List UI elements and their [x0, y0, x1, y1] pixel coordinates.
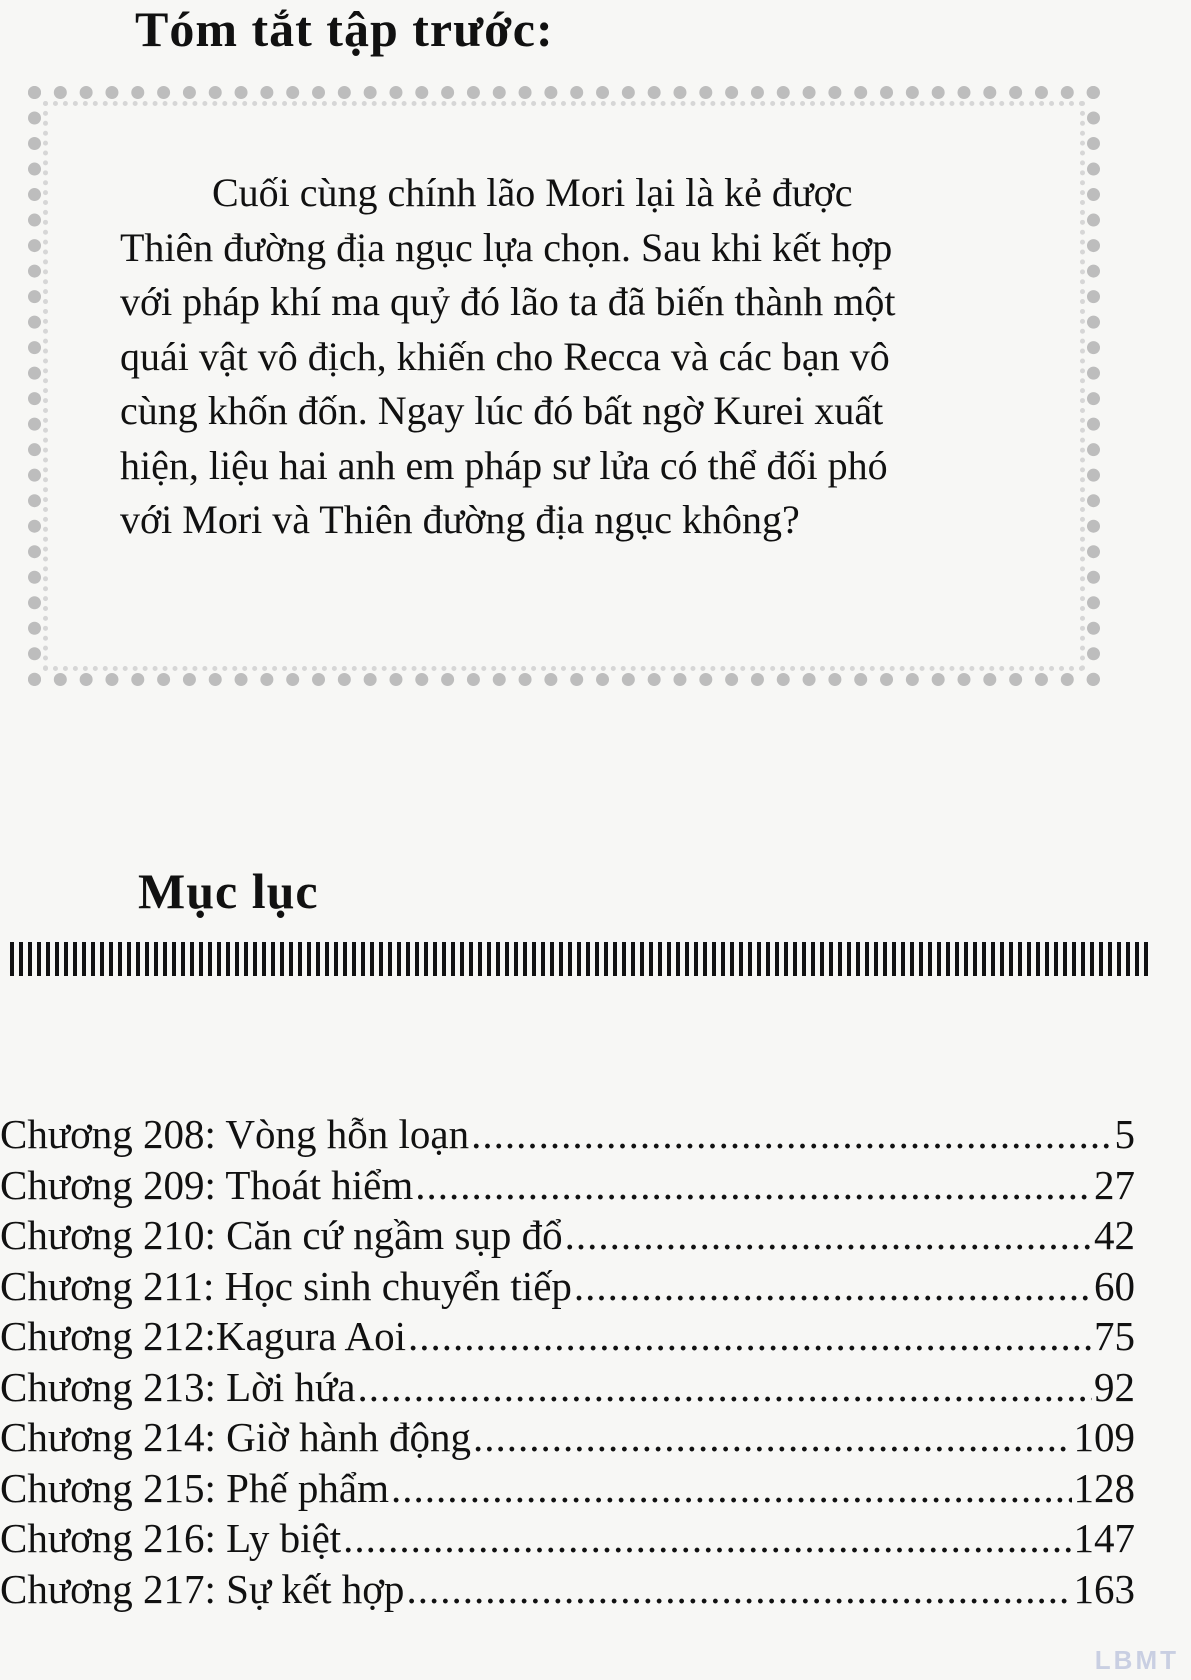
toc-entry-page: 147 — [1073, 1515, 1135, 1561]
toc-entry[interactable] — [0, 1262, 1135, 1313]
toc-entry-label: Chương 208: Vòng hỗn loạn — [0, 1111, 470, 1157]
toc-entry-page: 42 — [1094, 1212, 1135, 1258]
toc-entry-page: 75 — [1094, 1313, 1135, 1359]
toc-leader-dots — [471, 1110, 1112, 1158]
summary-line: Thiên đường địa ngục lựa chọn. Sau khi kết hợp — [120, 224, 893, 270]
toc-entry[interactable] — [0, 1464, 1135, 1515]
toc-entry-label: Chương 217: Sự kết hợp — [0, 1565, 405, 1612]
toc-entry-label: Chương 216: Ly biệt — [0, 1515, 342, 1561]
toc-entry-page: 60 — [1094, 1262, 1135, 1309]
toc-leader-dots — [408, 1312, 1092, 1360]
toc-entry-page: 5 — [1114, 1111, 1135, 1157]
toc-entry-label: Chương 215: Phế phẩm — [0, 1464, 389, 1511]
toc-entry-label: Chương 211: Học sinh chuyển tiếp — [0, 1262, 572, 1309]
toc-entry-label: Chương 209: Thoát hiểm — [0, 1161, 414, 1208]
decorative-divider — [10, 942, 1148, 976]
toc-entry-page: 92 — [1094, 1363, 1135, 1410]
toc-leader-dots — [415, 1161, 1092, 1209]
toc-entry[interactable] — [0, 1211, 1135, 1262]
toc-leader-dots — [565, 1211, 1092, 1259]
toc-leader-dots — [391, 1464, 1072, 1512]
toc-leader-dots — [343, 1514, 1071, 1562]
toc-entry-page: 27 — [1094, 1161, 1135, 1208]
summary-line: với pháp khí ma quỷ đó lão ta đã biến thành một — [120, 279, 896, 324]
toc-entry[interactable] — [0, 1413, 1135, 1464]
toc-entry[interactable] — [0, 1312, 1135, 1363]
summary-line: Cuối cùng chính lão Mori lại là kẻ được — [212, 170, 853, 215]
summary-heading: Tóm tắt tập trước: — [135, 1, 554, 57]
toc-entry[interactable] — [0, 1565, 1135, 1616]
toc-entry[interactable] — [0, 1110, 1135, 1161]
toc-entry[interactable] — [0, 1363, 1135, 1414]
table-of-contents — [0, 1110, 1135, 1615]
summary-line: quái vật vô địch, khiến cho Recca và các bạn vô — [120, 333, 890, 379]
toc-leader-dots — [357, 1363, 1092, 1411]
toc-entry-page: 163 — [1073, 1565, 1135, 1612]
toc-entry-page: 109 — [1073, 1414, 1135, 1460]
summary-line: hiện, liệu hai anh em pháp sư lửa có thể đối phó — [120, 442, 888, 488]
toc-leader-dots — [406, 1565, 1071, 1613]
toc-heading: Mục lục — [138, 863, 319, 919]
toc-leader-dots — [574, 1262, 1092, 1310]
toc-entry-page: 128 — [1073, 1464, 1135, 1511]
toc-entry-label: Chương 213: Lời hứa — [0, 1363, 356, 1410]
toc-entry-label: Chương 214: Giờ hành động — [0, 1414, 472, 1460]
toc-entry-label: Chương 212:Kagura Aoi — [0, 1313, 407, 1359]
toc-leader-dots — [473, 1413, 1071, 1461]
summary-paragraph — [120, 166, 1020, 548]
toc-entry[interactable] — [0, 1514, 1135, 1565]
watermark-logo: LBMT — [1094, 1645, 1179, 1675]
summary-line: với Mori và Thiên đường địa ngục không? — [120, 497, 800, 542]
toc-entry[interactable] — [0, 1161, 1135, 1212]
summary-line: cùng khốn đốn. Ngay lúc đó bất ngờ Kurei xuất — [120, 388, 884, 433]
toc-entry-label: Chương 210: Căn cứ ngầm sụp đổ — [0, 1212, 563, 1258]
